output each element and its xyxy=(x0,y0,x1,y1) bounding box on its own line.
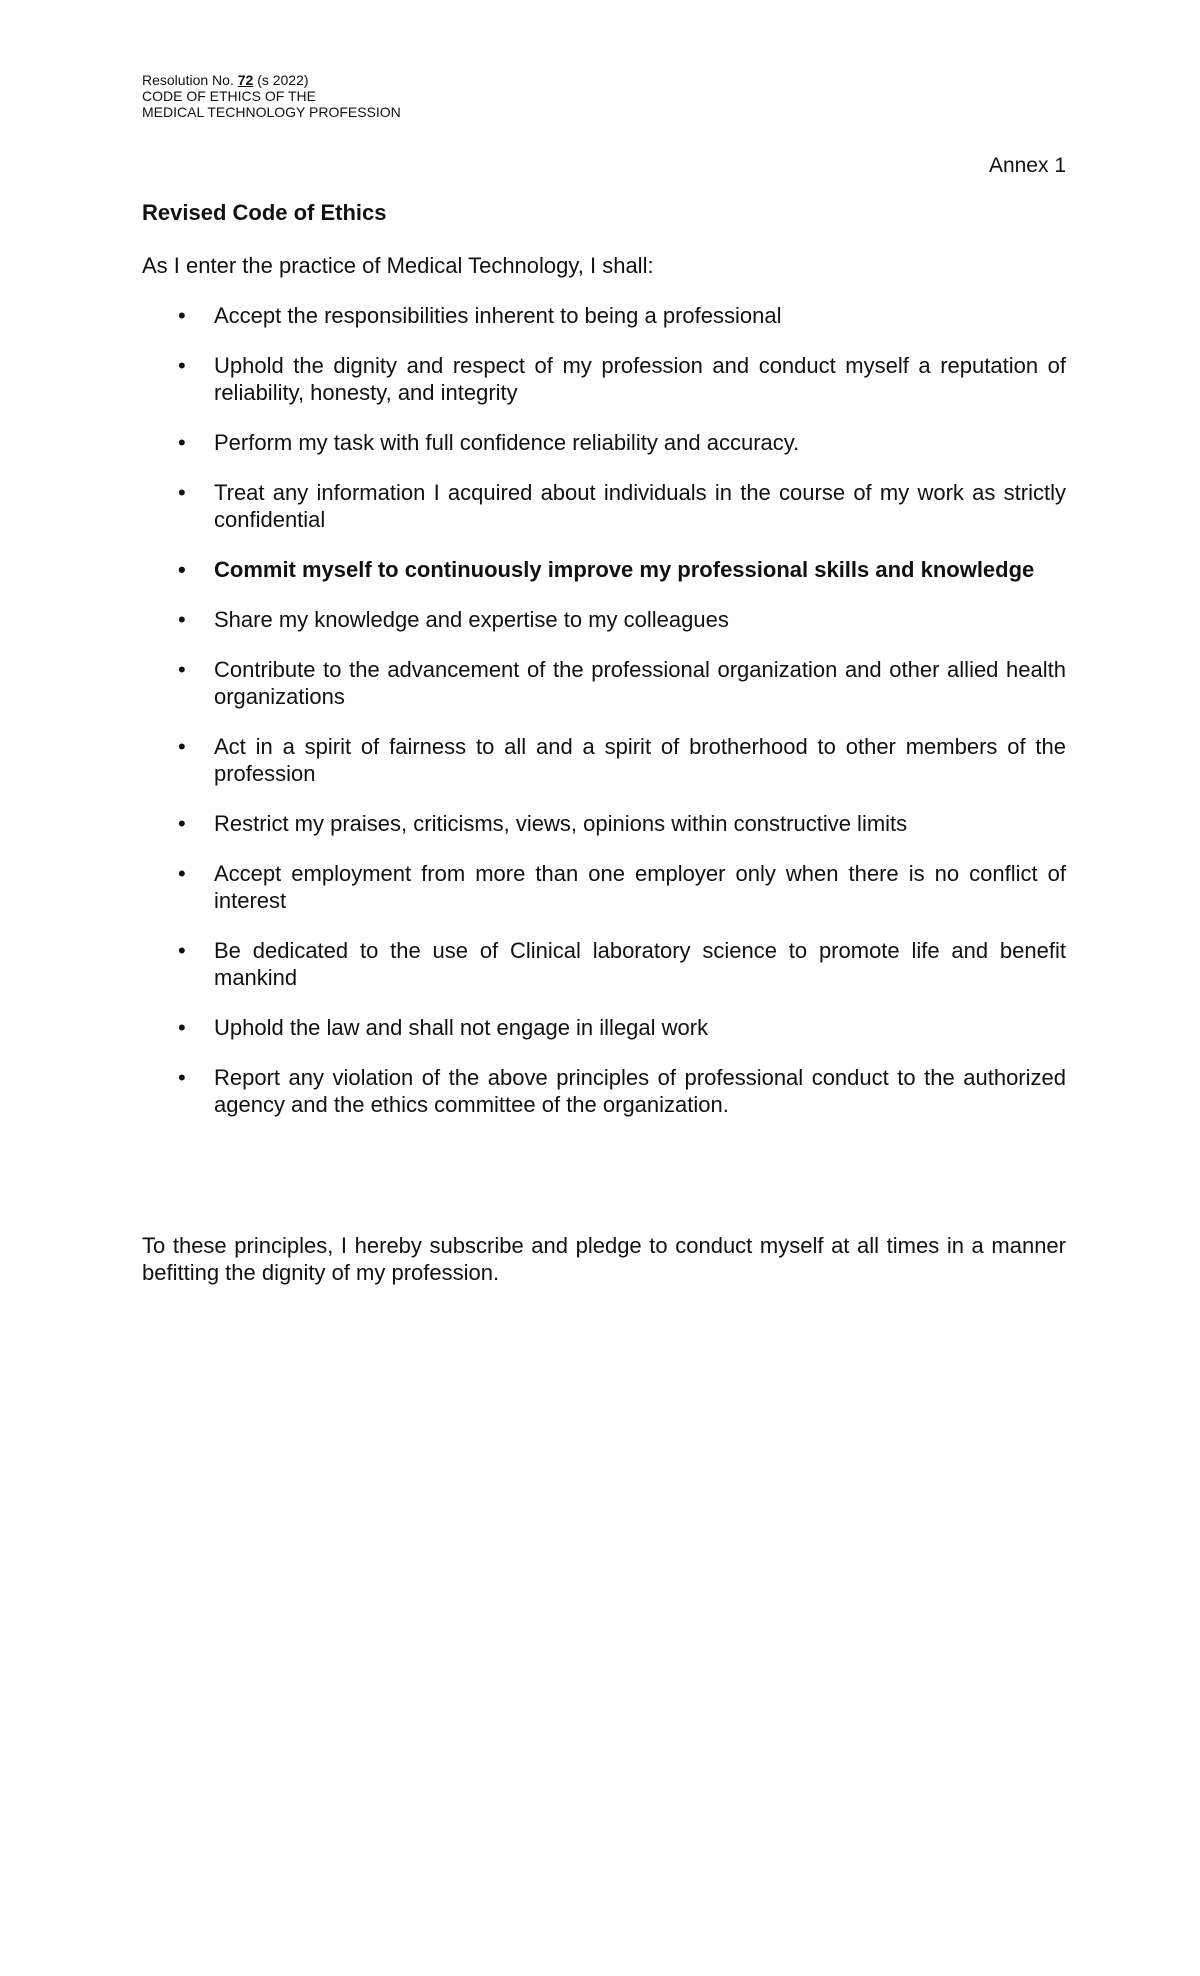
list-item-text: Restrict my praises, criticisms, views, opinions within constructive limits xyxy=(214,811,908,836)
list-item xyxy=(142,1064,1066,1118)
bullet-icon: • xyxy=(178,811,186,836)
bullet-icon: • xyxy=(178,657,186,682)
resolution-suffix: (s 2022) xyxy=(257,72,309,88)
bullet-icon: • xyxy=(178,557,186,582)
bullet-icon: • xyxy=(178,1065,186,1090)
list-item xyxy=(142,860,1066,914)
bullet-icon: • xyxy=(178,430,186,455)
list-item-text: Treat any information I acquired about individuals in the course of my work as strictly confidential xyxy=(214,480,1066,532)
list-item-text: Report any violation of the above principles of professional conduct to the authorized agency and the ethics committee of the organization. xyxy=(214,1065,1066,1117)
bullet-icon: • xyxy=(178,607,186,632)
header-line-3: MEDICAL TECHNOLOGY PROFESSION xyxy=(142,104,401,120)
list-item-text: Commit myself to continuously improve my professional skills and knowledge xyxy=(214,557,1035,582)
bullet-icon: • xyxy=(178,734,186,759)
list-item xyxy=(142,733,1066,787)
bullet-icon: • xyxy=(178,353,186,378)
annex-label: Annex 1 xyxy=(988,154,1066,177)
list-item-text: Be dedicated to the use of Clinical laboratory science to promote life and benefit mankind xyxy=(214,938,1066,990)
bullet-icon: • xyxy=(178,480,186,505)
list-item xyxy=(142,556,1066,583)
bullet-icon: • xyxy=(178,303,186,328)
list-item-text: Contribute to the advancement of the professional organization and other allied health organizations xyxy=(214,657,1066,709)
resolution-number: 72 xyxy=(237,72,254,88)
closing-statement: To these principles, I hereby subscribe and pledge to conduct myself at all times in a manner befitting the dignity of my profession. xyxy=(142,1233,1066,1285)
list-item xyxy=(142,656,1066,710)
bullet-icon: • xyxy=(178,1015,186,1040)
list-item-text: Share my knowledge and expertise to my colleagues xyxy=(214,607,729,632)
document-title: Revised Code of Ethics xyxy=(142,200,387,225)
bullet-icon: • xyxy=(178,861,186,886)
list-item xyxy=(142,810,1066,837)
intro-text: As I enter the practice of Medical Technology, I shall: xyxy=(142,253,654,278)
bullet-icon: • xyxy=(178,938,186,963)
list-item-text: Uphold the dignity and respect of my profession and conduct myself a reputation of reliability, honesty, and integrity xyxy=(214,353,1066,405)
resolution-prefix: Resolution No. xyxy=(142,72,234,88)
list-item xyxy=(142,302,1066,329)
list-item xyxy=(142,352,1066,406)
list-item-text: Accept employment from more than one employer only when there is no conflict of interest xyxy=(214,861,1066,913)
list-item xyxy=(142,479,1066,533)
header-line-2: CODE OF ETHICS OF THE xyxy=(142,88,316,104)
list-item xyxy=(142,606,1066,633)
list-item xyxy=(142,937,1066,991)
list-item-text: Act in a spirit of fairness to all and a spirit of brotherhood to other members of the profession xyxy=(214,734,1066,786)
list-item xyxy=(142,1014,1066,1041)
code-of-ethics-list xyxy=(142,302,1066,1141)
document-header xyxy=(142,72,401,120)
list-item-text: Uphold the law and shall not engage in illegal work xyxy=(214,1015,709,1040)
list-item xyxy=(142,429,1066,456)
list-item-text: Accept the responsibilities inherent to being a professional xyxy=(214,303,782,328)
resolution-line xyxy=(142,72,401,88)
list-item-text: Perform my task with full confidence reliability and accuracy. xyxy=(214,430,800,455)
